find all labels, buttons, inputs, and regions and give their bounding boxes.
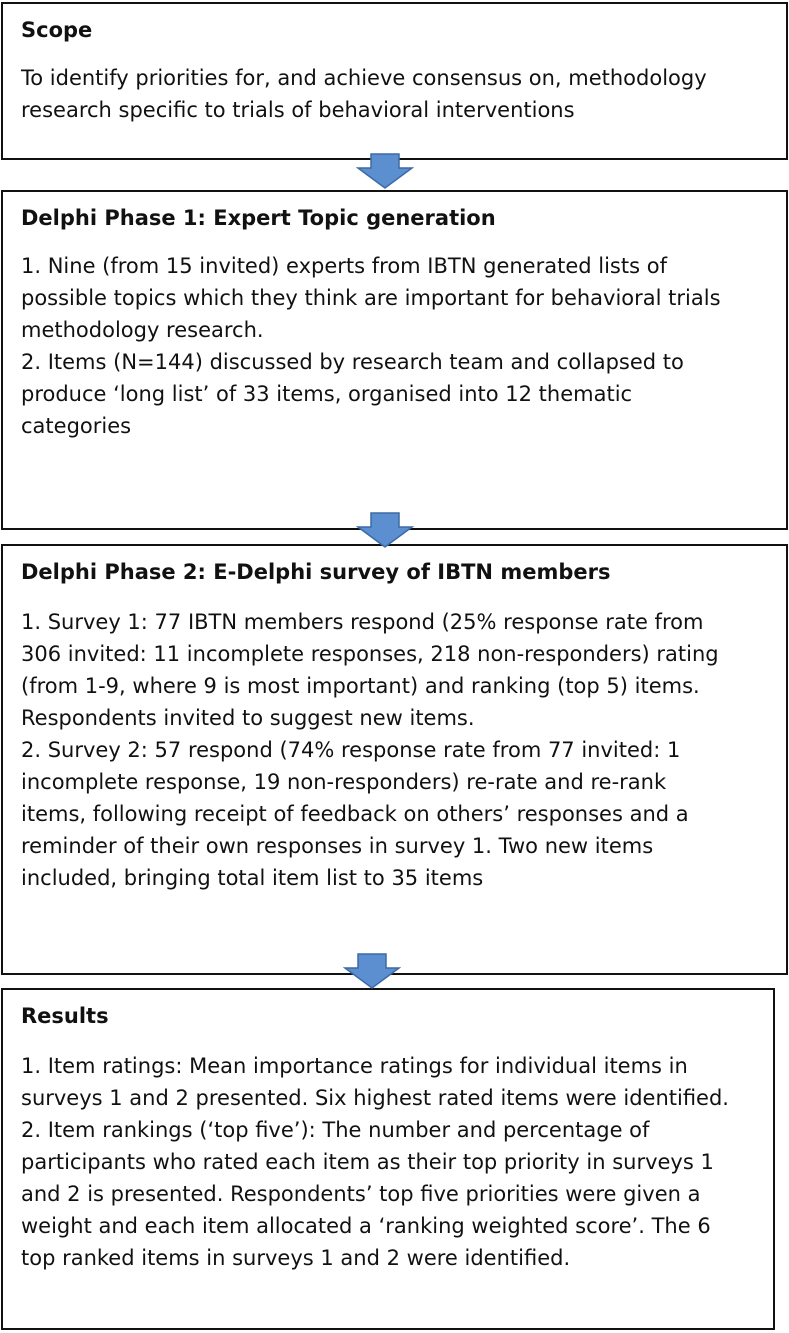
results-line: 1. Item ratings: Mean importance ratings for individual items in — [21, 1054, 688, 1078]
results-line: top ranked items in surveys 1 and 2 were identified. — [21, 1246, 571, 1270]
phase2-line: incomplete response, 19 non-responders) re-rate and re-rank — [21, 770, 667, 794]
phase1-box — [1, 190, 788, 530]
phase2-line: 1. Survey 1: 77 IBTN members respond (25% response rate from — [21, 610, 704, 634]
results-line: surveys 1 and 2 presented. Six highest rated items were identified. — [21, 1086, 729, 1110]
scope-line: To identify priorities for, and achieve consensus on, methodology — [21, 66, 707, 90]
phase1-line: 1. Nine (from 15 invited) experts from IBTN generated lists of — [21, 254, 667, 278]
phase2-line: included, bringing total item list to 35 items — [21, 866, 484, 890]
scope-box — [1, 2, 788, 160]
phase1-line: possible topics which they think are important for behavioral trials — [21, 286, 721, 310]
phase2-line: (from 1-9, where 9 is most important) and ranking (top 5) items. — [21, 674, 700, 698]
phase1-line: 2. Items (N=144) discussed by research team and collapsed to — [21, 350, 684, 374]
results-line: and 2 is presented. Respondents’ top five priorities were given a — [21, 1182, 701, 1206]
phase2-line: 306 invited: 11 incomplete responses, 218 non-responders) rating — [21, 642, 719, 666]
phase1-line: produce ‘long list’ of 33 items, organised into 12 thematic — [21, 382, 633, 406]
scope-title: Scope — [21, 18, 93, 42]
phase2-line: reminder of their own responses in survey 1. Two new items — [21, 834, 654, 858]
phase2-box — [1, 544, 788, 975]
down-arrow-icon — [356, 512, 414, 548]
down-arrow-icon — [356, 153, 414, 189]
phase1-title: Delphi Phase 1: Expert Topic generation — [21, 206, 496, 230]
down-arrow-icon — [343, 953, 401, 989]
results-line: weight and each item allocated a ‘ranking weighted score’. The 6 — [21, 1214, 711, 1238]
phase1-line: methodology research. — [21, 318, 264, 342]
phase2-line: 2. Survey 2: 57 respond (74% response rate from 77 invited: 1 — [21, 738, 681, 762]
phase2-line: items, following receipt of feedback on others’ responses and a — [21, 802, 689, 826]
phase2-line: Respondents invited to suggest new items. — [21, 706, 475, 730]
scope-line: research specific to trials of behavioral interventions — [21, 98, 575, 122]
results-line: participants who rated each item as their top priority in surveys 1 — [21, 1150, 714, 1174]
results-line: 2. Item rankings (‘top five’): The number and percentage of — [21, 1118, 650, 1142]
results-box — [1, 988, 775, 1330]
results-title: Results — [21, 1004, 109, 1028]
phase2-title: Delphi Phase 2: E-Delphi survey of IBTN members — [21, 560, 611, 584]
phase1-line: categories — [21, 414, 132, 438]
